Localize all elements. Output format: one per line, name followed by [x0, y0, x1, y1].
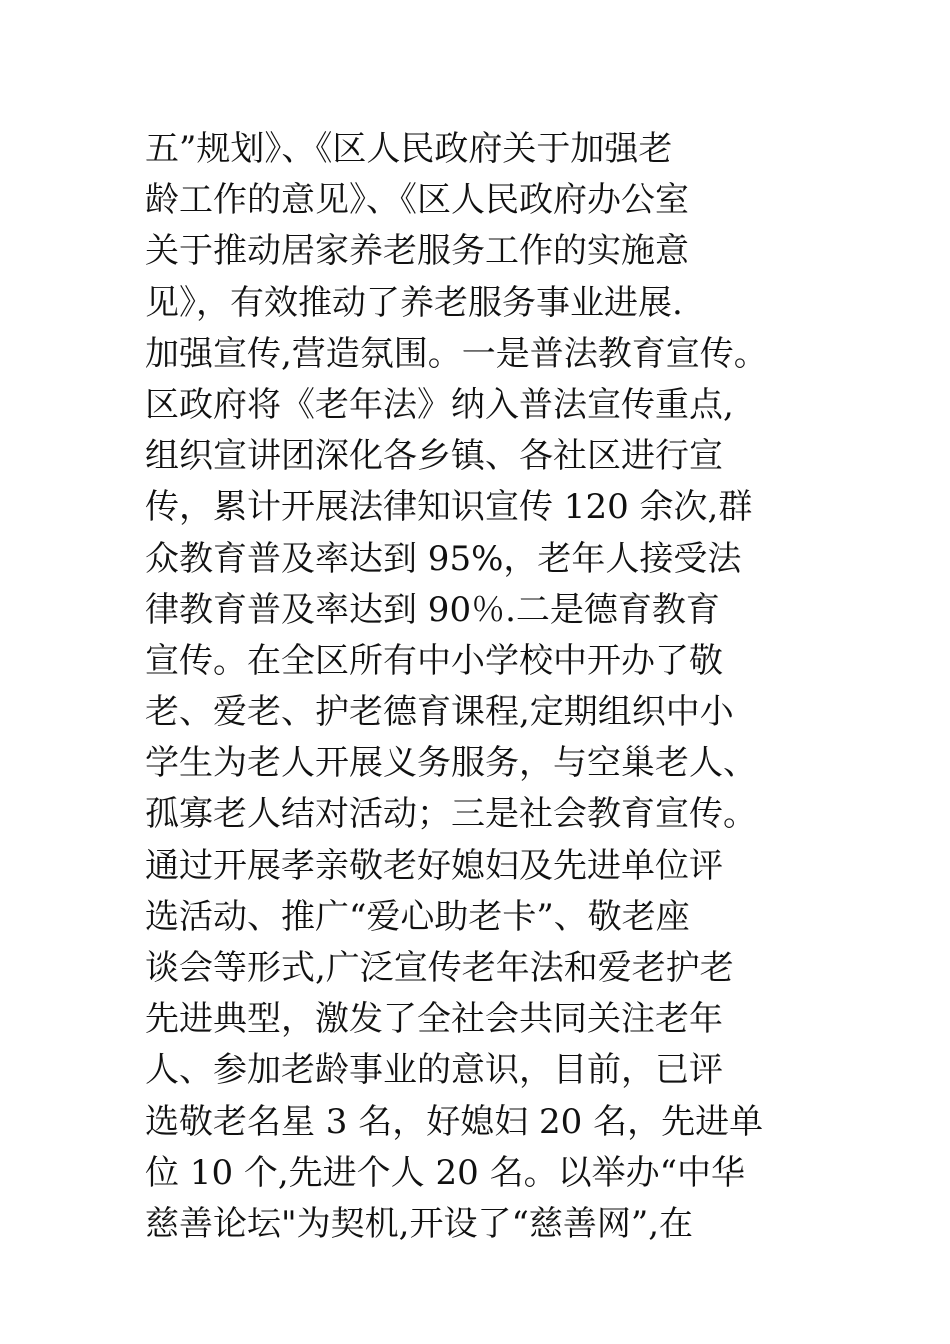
text-line: 宣传。在全区所有中小学校中开办了敬 [145, 640, 723, 681]
text-line: 组织宣讲团深化各乡镇、各社区进行宣 [145, 436, 723, 477]
text-line: 老、爱老、护老德育课程,定期组织中小 [145, 692, 734, 733]
text-line: 谈会等形式,广泛宣传老年法和爱老护老 [145, 948, 734, 988]
text-line: 龄工作的意见》、《区人民政府办公室 [145, 180, 689, 221]
text-line: 人、参加老龄事业的意识，目前，已评 [145, 1050, 723, 1091]
text-line: 众教育普及率达到 95%，老年人接受法 [145, 538, 742, 579]
text-line: 五”规划》、《区人民政府关于加强老 [145, 129, 673, 169]
text-line: 传，累计开展法律知识宣传 120 余次,群 [145, 487, 753, 528]
text-line: 加强宣传,营造氛围。一是普法教育宣传。 [145, 333, 768, 374]
text-line: 关于推动居家养老服务工作的实施意 [145, 231, 689, 272]
text-line: 孤寡老人结对活动；三是社会教育宣传。 [145, 794, 757, 835]
text-line: 律教育普及率达到 90％.二是德育教育 [145, 589, 720, 630]
text-line: 见》，有效推动了养老服务事业进展. [145, 282, 683, 323]
text-line: 位 10 个,先进个人 20 名。以举办“中华 [145, 1152, 745, 1193]
text-line: 通过开展孝亲敬老好媳妇及先进单位评 [145, 845, 723, 886]
text-line: 慈善论坛"为契机,开设了“慈善网”,在 [145, 1203, 694, 1244]
text-line: 选活动、推广“爱心助老卡”、敬老座 [145, 896, 690, 937]
text-line: 区政府将《老年法》纳入普法宣传重点, [145, 384, 734, 425]
text-line: 学生为老人开展义务服务，与空巢老人、 [145, 743, 757, 784]
body-text [145, 124, 845, 1250]
text-line: 先进典型，激发了全社会共同关注老年 [145, 999, 723, 1040]
text-line: 选敬老名星 3 名，好媳妇 20 名，先进单 [145, 1101, 764, 1142]
